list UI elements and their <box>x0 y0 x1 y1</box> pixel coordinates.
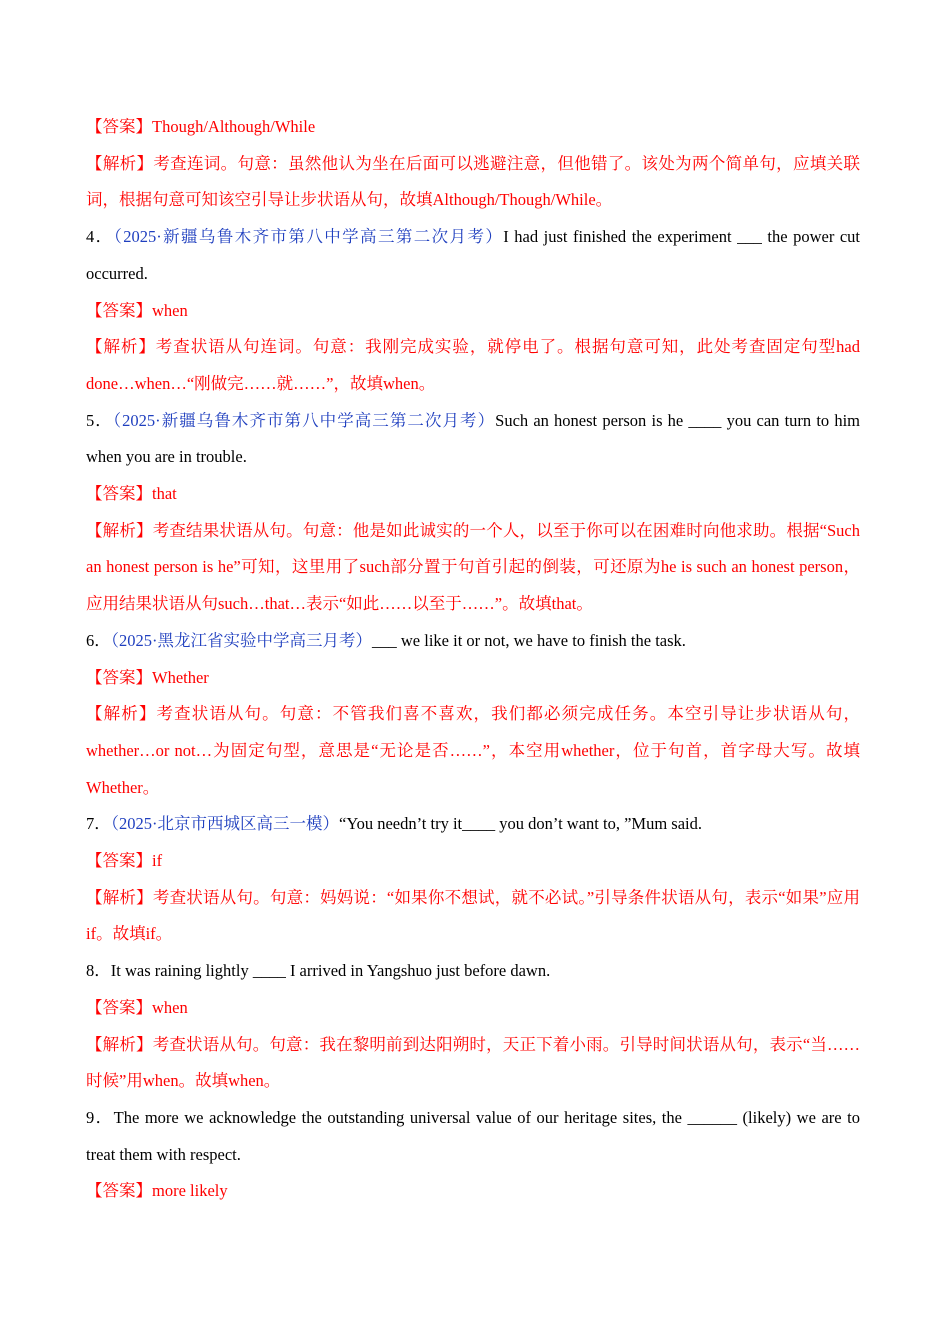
question-number: 8． <box>86 961 111 981</box>
analysis-text: 考查状语从句。句意：我在黎明前到达阳朔时，天正下着小雨。引导时间状语从句，表示“当……时候”用when。故填when。 <box>86 1034 861 1091</box>
answer-label: 【答案】 <box>86 667 152 687</box>
analysis-line <box>86 146 860 219</box>
answer-line <box>86 109 860 146</box>
answer-line <box>86 1173 860 1210</box>
answer-label: 【答案】 <box>86 117 152 136</box>
question-text: “You needn’t try it____ you don’t want to, ”Mum said. <box>339 814 702 834</box>
answer-line <box>86 660 860 697</box>
analysis-label: 【解析】 <box>86 1034 153 1054</box>
question-source: （2025·北京市西城区高三一模） <box>110 814 339 834</box>
question-number: 4． <box>86 227 114 247</box>
answer-line <box>86 843 860 880</box>
question-source: （2025·新疆乌鲁木齐市第八中学高三第二次月考） <box>112 410 496 430</box>
answer-line <box>86 293 860 330</box>
question-text: ___ we like it or not, we have to finish the task. <box>372 630 686 650</box>
analysis-text: 考查结果状语从句。句意：他是如此诚实的一个人，以至于你可以在困难时向他求助。根据“Such an honest person is he”可知，这里用了such部分置于句首引起的倒装，可还原为he is such an honest person，应用结果状语从句such…that…表示“如此……以至于……”。故填that。 <box>86 520 861 614</box>
question-8 <box>86 953 860 990</box>
question-number: 9． <box>86 1107 114 1127</box>
answer-text: if <box>152 851 163 871</box>
answer-text: more likely <box>152 1181 228 1201</box>
answer-line <box>86 476 860 513</box>
question-4 <box>86 219 860 292</box>
question-5 <box>86 403 860 476</box>
analysis-label: 【解析】 <box>86 337 156 357</box>
answer-text: that <box>152 484 177 504</box>
analysis-line <box>86 1027 860 1100</box>
analysis-line <box>86 329 860 402</box>
answer-text: when <box>152 997 188 1017</box>
question-source: （2025·黑龙江省实验中学高三月考） <box>110 630 372 650</box>
answer-label: 【答案】 <box>86 484 152 504</box>
answer-text: when <box>152 300 188 320</box>
answer-label: 【答案】 <box>86 851 152 871</box>
question-text: Such an honest person is he ____ you can turn to him when you are in trouble. <box>86 410 861 467</box>
analysis-text: 考查状语从句。句意：不管我们喜不喜欢，我们都必须完成任务。本空引导让步状语从句，whether…or not…为固定句型，意思是“无论是否……”，本空用whether，位于句首，首字母大写。故填Whether。 <box>86 704 861 797</box>
answer-label: 【答案】 <box>86 1181 152 1201</box>
analysis-label: 【解析】 <box>86 887 153 907</box>
question-6 <box>86 623 860 660</box>
analysis-line <box>86 880 860 953</box>
analysis-text: 考查连词。句意：虽然他认为坐在后面可以逃避注意，但他错了。该处为两个简单句，应填关联词，根据句意可知该空引导让步状语从句，故填Although/Though/While。 <box>86 153 861 210</box>
question-number: 6． <box>86 630 111 650</box>
analysis-line <box>86 696 860 806</box>
answer-text: Whether <box>152 667 209 687</box>
document-content <box>86 109 860 1210</box>
analysis-line <box>86 513 860 623</box>
question-text: I had just finished the experiment ___ the power cut occurred. <box>86 227 861 283</box>
analysis-text: 考查状语从句连词。句意：我刚完成实验，就停电了。根据句意可知，此处考查固定句型had done…when…“刚做完……就……”，故填when。 <box>86 337 861 393</box>
analysis-label: 【解析】 <box>86 704 157 724</box>
question-9 <box>86 1100 860 1173</box>
answer-line <box>86 990 860 1027</box>
answer-text: Though/Although/While <box>152 117 316 136</box>
analysis-label: 【解析】 <box>86 153 154 173</box>
analysis-text: 考查状语从句。句意：妈妈说：“如果你不想试，就不必试。”引导条件状语从句，表示“如果”应用if。故填if。 <box>86 887 861 944</box>
question-text: The more we acknowledge the outstanding universal value of our heritage sites, the ______ (likely) we are to treat them with respect. <box>86 1107 860 1164</box>
analysis-label: 【解析】 <box>86 520 153 540</box>
question-7 <box>86 806 860 843</box>
question-text: It was raining lightly ____ I arrived in Yangshuo just before dawn. <box>110 961 551 981</box>
question-source: （2025·新疆乌鲁木齐市第八中学高三第二次月考） <box>113 227 504 247</box>
question-number: 7． <box>86 814 111 834</box>
answer-label: 【答案】 <box>86 300 152 320</box>
answer-label: 【答案】 <box>86 997 152 1017</box>
question-number: 5． <box>86 410 113 430</box>
